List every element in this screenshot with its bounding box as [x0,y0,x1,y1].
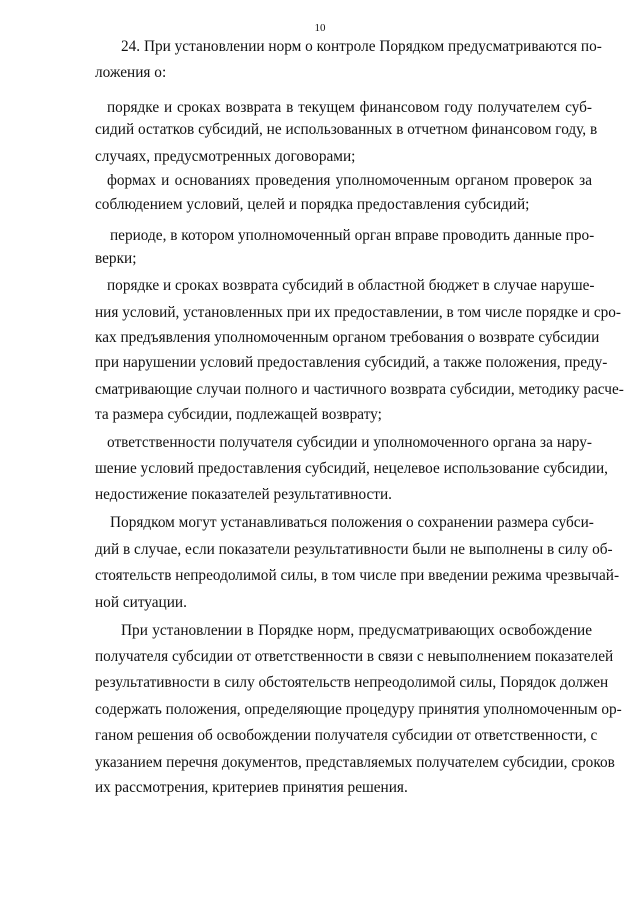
paragraph-line: сидий остатков субсидий, не использованных в отчетном финансовом году, в [95,121,598,138]
paragraph-line: указанием перечня документов, представляемых получателем субсидии, сроков [95,754,615,771]
paragraph-line: ложения о: [95,64,167,81]
paragraph-line: сматривающие случаи полного и частичного возврата субсидии, методику расче- [95,381,624,398]
paragraph-line: порядке и сроках возврата субсидий в областной бюджет в случае наруше- [107,277,595,294]
paragraph-line: ганом решения об освобождении получателя субсидии от ответственности, с [95,727,598,744]
paragraph-line: получателя субсидии от ответственности в связи с невыполнением показателей [95,648,614,665]
page-number: 10 [314,22,326,34]
paragraph-line: верки; [95,250,137,267]
paragraph-line: случаях, предусмотренных договорами; [95,148,356,165]
paragraph-line: формах и основаниях проведения уполномоченным органом проверок за [107,172,592,189]
paragraph-line: шение условий предоставления субсидий, нецелевое использование субсидии, [95,460,608,477]
paragraph-line: содержать положения, определяющие процедуру принятия уполномоченным ор- [95,701,622,718]
paragraph-line: ответственности получателя субсидии и уполномоченного органа за нару- [107,434,592,451]
paragraph-line: недостижение показателей результативности. [95,486,392,503]
paragraph-line: та размера субсидии, подлежащей возврату; [95,406,382,423]
paragraph-line: Порядком могут устанавливаться положения о сохранении размера субси- [110,514,594,531]
paragraph-line: их рассмотрения, критериев принятия решения. [95,779,408,796]
paragraph-line: стоятельств непреодолимой силы, в том числе при введении режима чрезвычай- [95,567,620,584]
paragraph-line: при нарушении условий предоставления субсидий, а также положения, преду- [95,354,608,371]
paragraph-line: результативности в силу обстоятельств непреодолимой силы, Порядок должен [95,674,609,691]
paragraph-line: 24. При установлении норм о контроле Порядком предусматриваются по- [121,38,602,55]
paragraph-line: ках предъявления уполномоченным органом требования о возврате субсидии [95,329,600,346]
paragraph-line: порядке и сроках возврата в текущем финансовом году получателем суб- [107,99,592,116]
paragraph-line: При установлении в Порядке норм, предусматривающих освобождение [121,622,592,639]
paragraph-line: дий в случае, если показатели результативности были не выполнены в силу об- [95,541,613,558]
paragraph-line: соблюдением условий, целей и порядка предоставления субсидий; [95,196,530,213]
paragraph-line: периоде, в котором уполномоченный орган вправе проводить данные про- [110,227,595,244]
paragraph-line: ной ситуации. [95,594,187,611]
paragraph-line: ния условий, установленных при их предоставлении, в том числе порядке и сро- [95,304,622,321]
